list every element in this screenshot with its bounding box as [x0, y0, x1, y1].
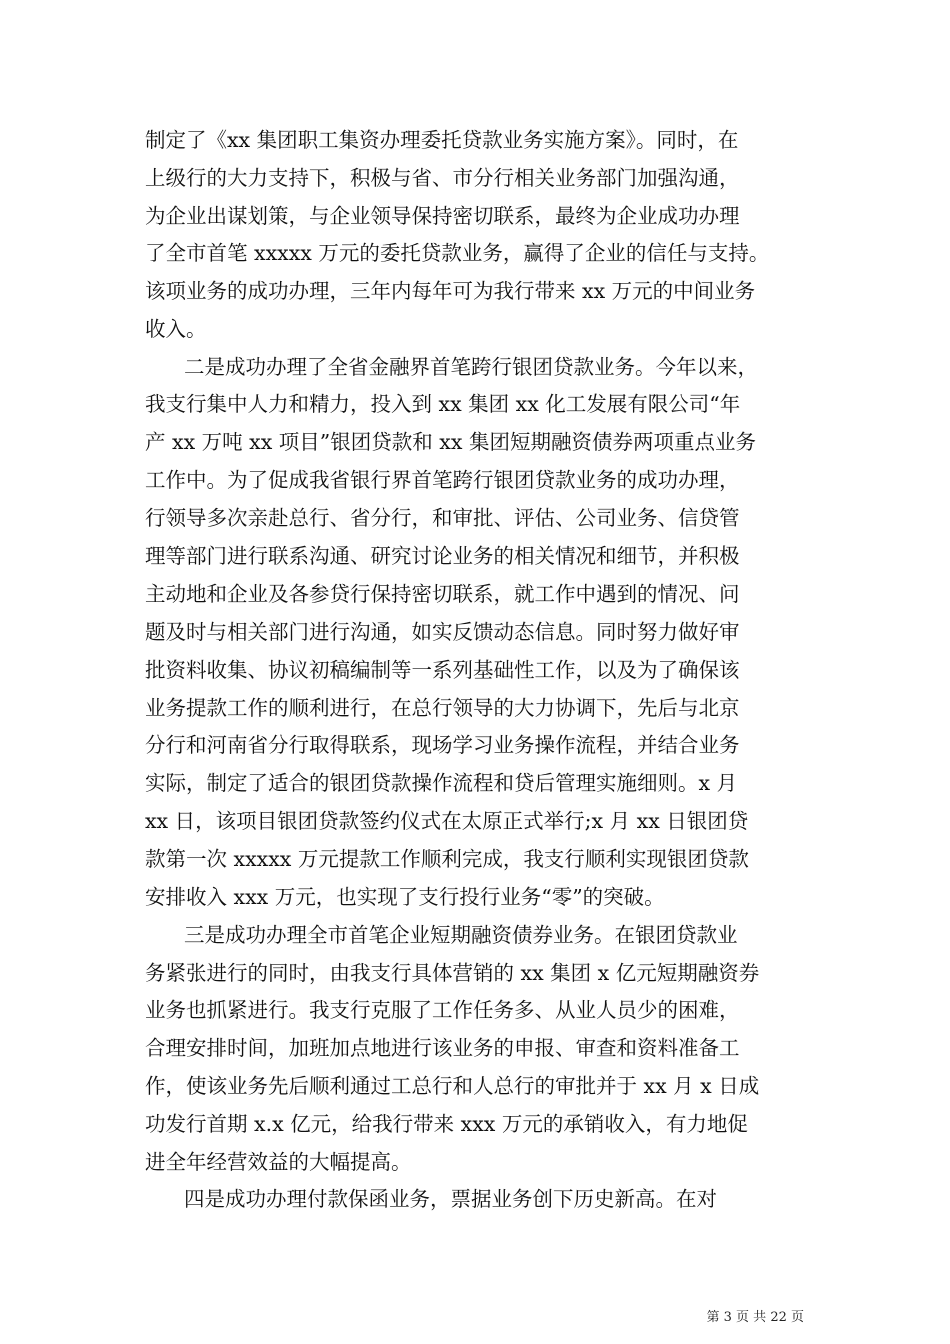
text-line: 业务也抓紧进行。我支行克服了工作任务多、从业人员少的困难， — [145, 998, 740, 1022]
text-line: 业务提款工作的顺利进行，在总行领导的大力协调下，先后与北京 — [145, 696, 740, 720]
text-line: 上级行的大力支持下，积极与省、市分行相关业务部门加强沟通， — [145, 166, 740, 190]
text-line: 工作中。为了促成我省银行界首笔跨行银团贷款业务的成功办理， — [145, 468, 740, 492]
text-line: 安排收入 xxx 万元，也实现了支行投行业务“零”的突破。 — [145, 885, 665, 909]
text-line: 理等部门进行联系沟通、研究讨论业务的相关情况和细节，并积极 — [145, 544, 740, 568]
text-line: 行领导多次亲赴总行、省分行，和审批、评估、公司业务、信贷管 — [145, 506, 740, 530]
text-line: 进全年经营效益的大幅提高。 — [145, 1150, 412, 1174]
text-line: 分行和河南省分行取得联系，现场学习业务操作流程，并结合业务 — [145, 733, 740, 757]
text-line: 作，使该业务先后顺利通过工总行和人总行的审批并于 xx 月 x 日成 — [145, 1074, 760, 1098]
text-line: 我支行集中人力和精力，投入到 xx 集团 xx 化工发展有限公司“年 — [145, 392, 741, 416]
text-line: 该项业务的成功办理，三年内每年可为我行带来 xx 万元的中间业务 — [145, 279, 756, 303]
text-line: 功发行首期 x.x 亿元，给我行带来 xxx 万元的承销收入，有力地促 — [145, 1112, 748, 1136]
text-line: 制定了《xx 集团职工集资办理委托贷款业务实施方案》。同时，在 — [145, 128, 739, 152]
text-line: xx 日，该项目银团贷款签约仪式在太原正式举行;x 月 xx 日银团贷 — [145, 809, 749, 833]
text-line: 产 xx 万吨 xx 项目”银团贷款和 xx 集团短期融资债券两项重点业务 — [145, 430, 756, 454]
paragraph-start-line: 二是成功办理了全省金融界首笔跨行银团贷款业务。今年以来， — [184, 355, 758, 379]
text-line: 收入。 — [145, 317, 207, 341]
text-line: 款第一次 xxxxx 万元提款工作顺利完成，我支行顺利实现银团贷款 — [145, 847, 749, 871]
page-number-footer: 第 3 页 共 22 页 — [706, 1310, 804, 1325]
paragraph-start-line: 三是成功办理全市首笔企业短期融资债券业务。在银团贷款业 — [184, 923, 738, 947]
text-line: 了全市首笔 xxxxx 万元的委托贷款业务，赢得了企业的信任与支持。 — [145, 241, 770, 265]
text-line: 务紧张进行的同时，由我支行具体营销的 xx 集团 x 亿元短期融资券 — [145, 961, 760, 985]
text-line: 为企业出谋划策，与企业领导保持密切联系，最终为企业成功办理 — [145, 204, 740, 228]
paragraph-start-line: 四是成功办理付款保函业务，票据业务创下历史新高。在对 — [184, 1187, 717, 1211]
text-line: 合理安排时间，加班加点地进行该业务的申报、审查和资料准备工 — [145, 1036, 740, 1060]
text-line: 实际，制定了适合的银团贷款操作流程和贷后管理实施细则。x 月 — [145, 771, 738, 795]
text-line: 批资料收集、协议初稿编制等一系列基础性工作，以及为了确保该 — [145, 658, 740, 682]
text-line: 主动地和企业及各参贷行保持密切联系，就工作中遇到的情况、问 — [145, 582, 740, 606]
text-line: 题及时与相关部门进行沟通，如实反馈动态信息。同时努力做好审 — [145, 620, 740, 644]
